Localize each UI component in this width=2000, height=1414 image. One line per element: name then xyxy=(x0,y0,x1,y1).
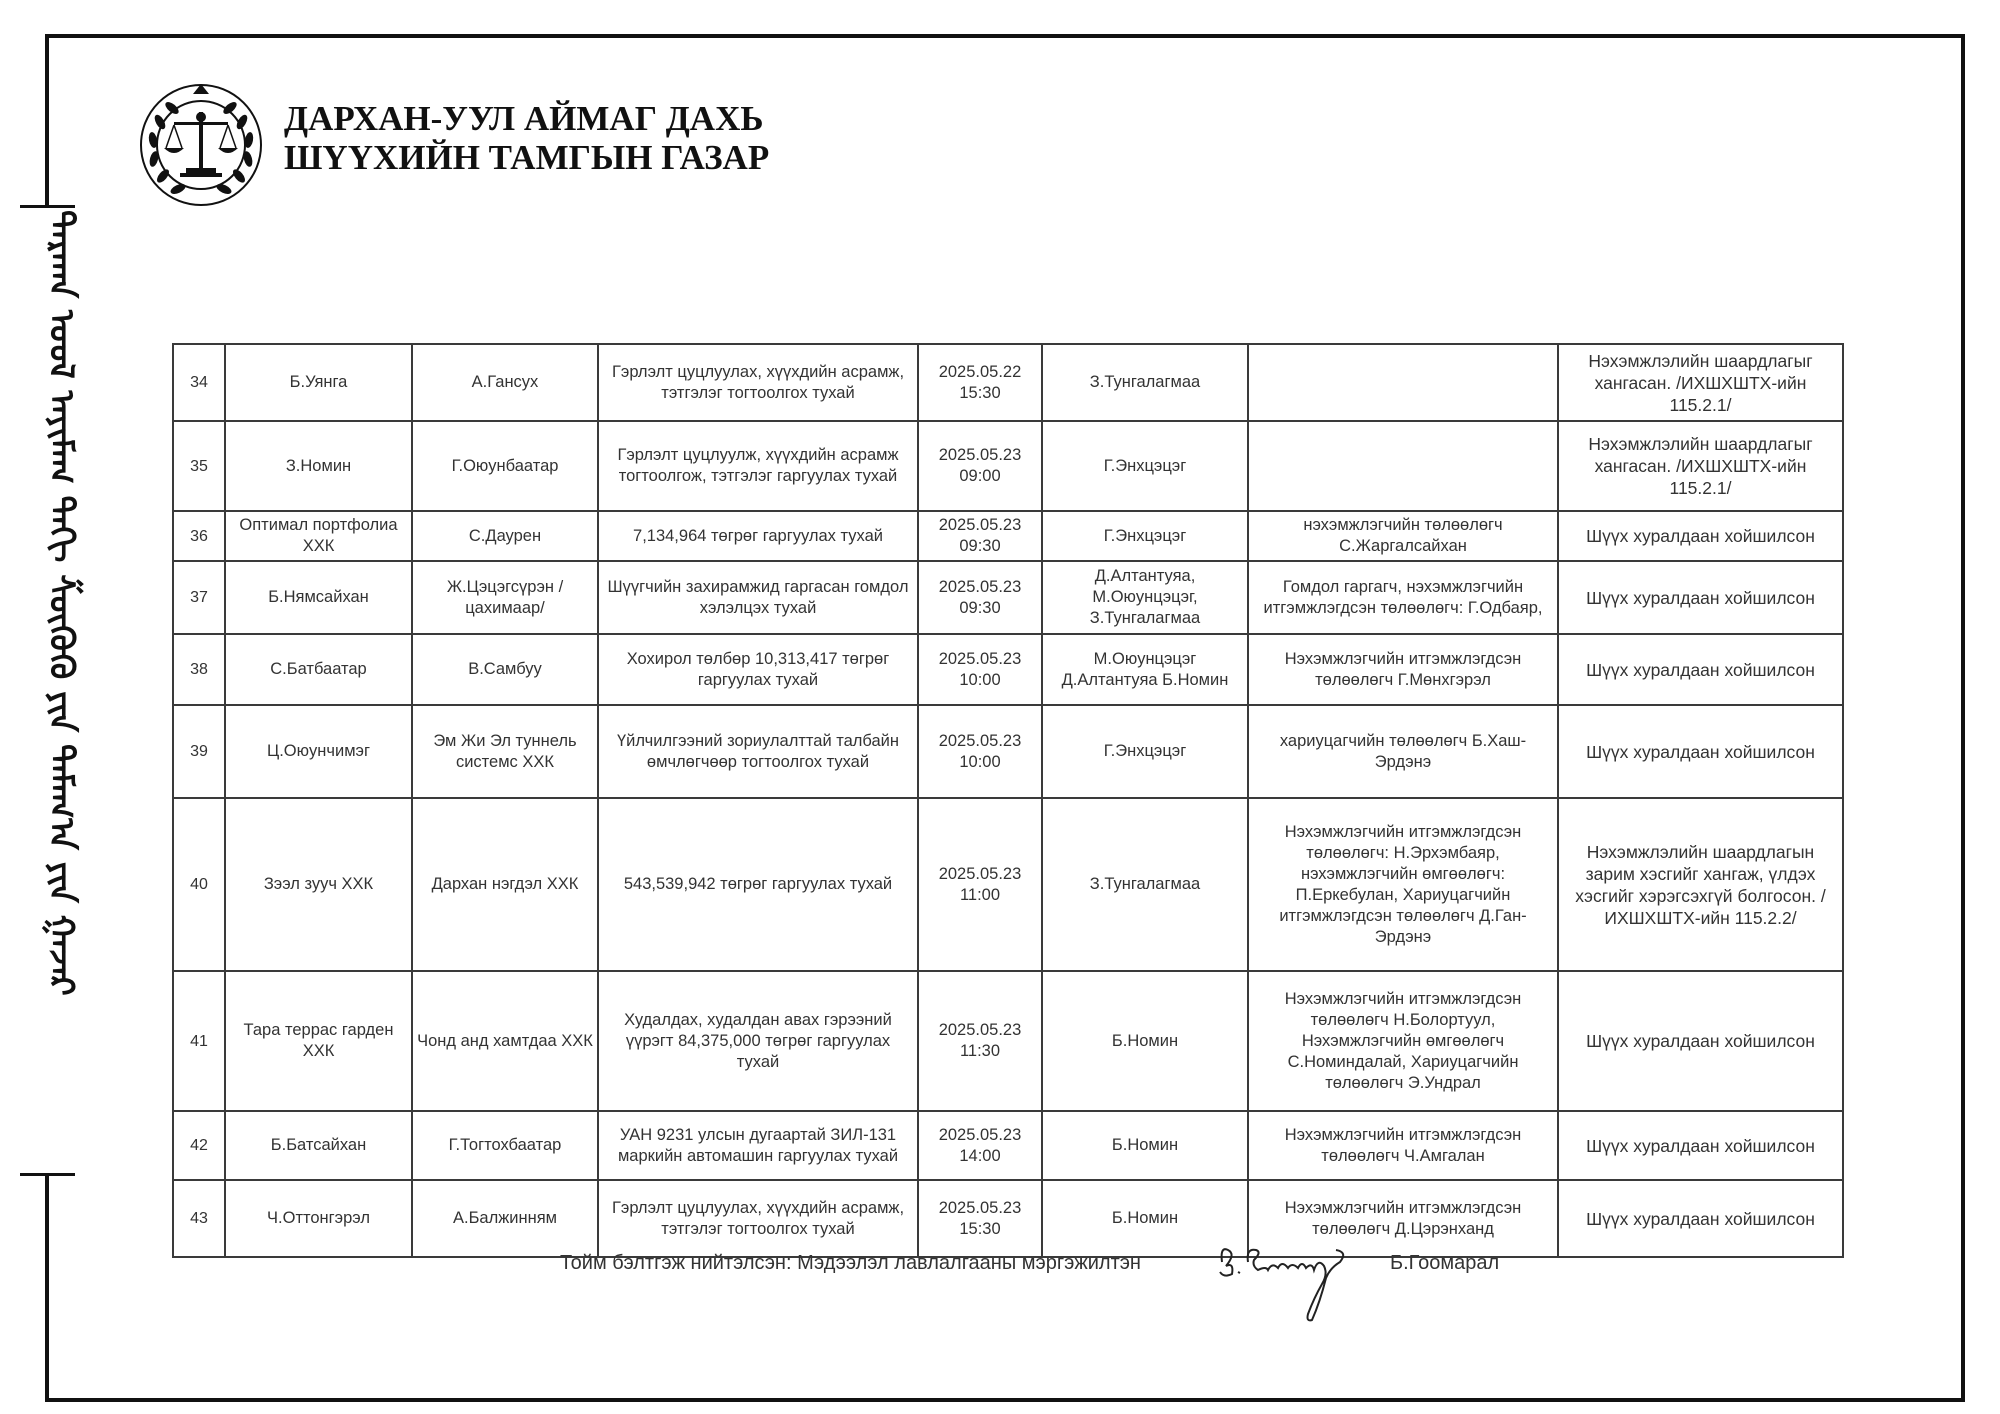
judge-cell: З.Тунгалагмаа xyxy=(1042,798,1248,971)
row-number: 42 xyxy=(173,1111,225,1180)
participants-cell: хариуцагчийн төлөөлөгч Б.Хаш-Эрдэнэ xyxy=(1248,705,1558,798)
table-row xyxy=(173,421,1843,511)
claim-cell: Гэрлэлт цуцлуулж, хүүхдийн асрамж тогтоолгож, тэтгэлэг гаргуулах тухай xyxy=(598,421,918,511)
hearing-date: 2025.05.23 xyxy=(938,1125,1022,1144)
row-number: 40 xyxy=(173,798,225,971)
judge-cell: Б.Номин xyxy=(1042,971,1248,1111)
participants-cell: Нэхэмжлэгчийн итгэмжлэгдсэн төлөөлөгч Д.Цэрэнханд xyxy=(1248,1180,1558,1257)
hearing-date: 2025.05.22 xyxy=(938,362,1022,381)
date-time-cell xyxy=(918,561,1042,634)
claim-cell: Хохирол төлбөр 10,313,417 төгрөг гаргуулах тухай xyxy=(598,634,918,705)
defendant-cell: Ж.Цэцэгсүрэн /цахимаар/ xyxy=(412,561,598,634)
result-cell: Шүүх хуралдаан хойшилсон xyxy=(1558,511,1843,561)
hearing-time: 09:00 xyxy=(959,467,1001,485)
table-row xyxy=(173,705,1843,798)
date-time-cell xyxy=(918,798,1042,971)
participants-cell xyxy=(1248,344,1558,421)
participants-cell xyxy=(1248,421,1558,511)
result-cell: Шүүх хуралдаан хойшилсон xyxy=(1558,634,1843,705)
hearing-date: 2025.05.23 xyxy=(938,446,1022,464)
plaintiff-cell: Ц.Оюунчимэг xyxy=(225,705,412,798)
hearing-date: 2025.05.23 xyxy=(938,864,1022,883)
defendant-cell: С.Даурен xyxy=(412,511,598,561)
date-time-cell xyxy=(918,634,1042,705)
judge-cell: Д.Алтантуяа, М.Оюунцэцэг, З.Тунгалагмаа xyxy=(1042,561,1248,634)
table-row xyxy=(173,1111,1843,1180)
row-number: 36 xyxy=(173,511,225,561)
date-time-cell xyxy=(918,344,1042,421)
claim-cell: Үйлчилгээний зориулалттай талбайн өмчлөгчөөр тогтоолгох тухай xyxy=(598,705,918,798)
mongolian-script: ᠳᠠᠷᠬᠠᠨ ᠤᠤᠯ ᠠᠶᠢᠮᠠᠭ ᠳᠠᠬᠢ ᠱᠦᠭᠦᠬᠦ ᠶᠢᠨ ᠲᠠᠮᠠᠭ᠎ᠠ ᠶᠢᠨ ᠭᠠᠵᠠᠷ xyxy=(41,210,81,996)
claim-cell: 543,539,942 төгрөг гаргуулах тухай xyxy=(598,798,918,971)
plaintiff-cell: Б.Нямсайхан xyxy=(225,561,412,634)
plaintiff-cell: З.Номин xyxy=(225,421,412,511)
participants-cell: Нэхэмжлэгчийн итгэмжлэгдсэн төлөөлөгч: Н.Эрхэмбаяр, нэхэмжлэгчийн өмгөөлөгч: П.Еркебулан, Хариуцагчийн итгэмжлэгдсэн төлөөлөгч Д.Ган-Эрдэнэ xyxy=(1248,798,1558,971)
claim-cell: Гэрлэлт цуцлуулах, хүүхдийн асрамж, тэтгэлэг тогтоолгох тухай xyxy=(598,1180,918,1257)
compiled-by-label: Тойм бэлтгэж нийтэлсэн: Мэдээлэл лавлалгааны мэргэжилтэн xyxy=(560,1252,1141,1274)
hearing-date: 2025.05.23 xyxy=(938,1021,1022,1039)
mongolian-script-side-text xyxy=(20,205,81,1176)
result-cell: Нэхэмжлэлийн шаардлагыг хангасан. /ИХШХШТХ-ийн 115.2.1/ xyxy=(1558,344,1843,421)
table-row xyxy=(173,561,1843,634)
hearing-date: 2025.05.23 xyxy=(938,516,1022,534)
hearing-date: 2025.05.23 xyxy=(938,577,1022,596)
plaintiff-cell: Ч.Оттонгэрэл xyxy=(225,1180,412,1257)
table-row xyxy=(173,798,1843,971)
date-time-cell xyxy=(918,971,1042,1111)
row-number: 41 xyxy=(173,971,225,1111)
table-row xyxy=(173,971,1843,1111)
defendant-cell: А.Гансух xyxy=(412,344,598,421)
date-time-cell xyxy=(918,705,1042,798)
date-time-cell xyxy=(918,511,1042,561)
result-cell: Шүүх хуралдаан хойшилсон xyxy=(1558,971,1843,1111)
hearing-time: 11:30 xyxy=(959,1042,1001,1060)
hearing-time: 10:00 xyxy=(959,670,1001,689)
table-row xyxy=(173,511,1843,561)
row-number: 34 xyxy=(173,344,225,421)
defendant-cell: Дархан нэгдэл ХХК xyxy=(412,798,598,971)
result-cell: Нэхэмжлэлийн шаардлагын зарим хэсгийг хангаж, үлдэх хэсгийг хэрэгсэхгүй болгосон. /ИХШХШТХ-ийн 115.2.2/ xyxy=(1558,798,1843,971)
judge-cell: Г.Энхцэцэг xyxy=(1042,421,1248,511)
hearing-time: 15:30 xyxy=(959,383,1001,402)
defendant-cell: Эм Жи Эл туннель системс ХХК xyxy=(412,705,598,798)
plaintiff-cell: Оптимал портфолиа ХХК xyxy=(225,511,412,561)
result-cell: Шүүх хуралдаан хойшилсон xyxy=(1558,1180,1843,1257)
org-title-line2: ШҮҮХИЙН ТАМГЫН ГАЗАР xyxy=(284,138,770,177)
judge-cell: М.Оюунцэцэг Д.Алтантуяа Б.Номин xyxy=(1042,634,1248,705)
judge-cell: З.Тунгалагмаа xyxy=(1042,344,1248,421)
judge-cell: Б.Номин xyxy=(1042,1111,1248,1180)
judge-cell: Г.Энхцэцэг xyxy=(1042,511,1248,561)
claim-cell: УАН 9231 улсын дугаартай ЗИЛ-131 маркийн автомашин гаргуулах тухай xyxy=(598,1111,918,1180)
defendant-cell: А.Балжинням xyxy=(412,1180,598,1257)
hearing-time: 10:00 xyxy=(959,752,1001,771)
defendant-cell: Г.Тогтохбаатар xyxy=(412,1111,598,1180)
participants-cell: Нэхэмжлэгчийн итгэмжлэгдсэн төлөөлөгч Н.Болортуул, Нэхэмжлэгчийн өмгөөлөгч С.Номиндалай, Хариуцагчийн төлөөлөгч Э.Ундрал xyxy=(1248,971,1558,1111)
plaintiff-cell: С.Батбаатар xyxy=(225,634,412,705)
footer xyxy=(560,1252,1500,1275)
hearing-time: 14:00 xyxy=(959,1146,1001,1165)
result-cell: Шүүх хуралдаан хойшилсон xyxy=(1558,1111,1843,1180)
judge-cell: Б.Номин xyxy=(1042,1180,1248,1257)
row-number: 39 xyxy=(173,705,225,798)
participants-cell: Нэхэмжлэгчийн итгэмжлэгдсэн төлөөлөгч Ч.Амгалан xyxy=(1248,1111,1558,1180)
participants-cell: Нэхэмжлэгчийн итгэмжлэгдсэн төлөөлөгч Г.Мөнхгэрэл xyxy=(1248,634,1558,705)
plaintiff-cell: Тара террас гарден ХХК xyxy=(225,971,412,1111)
hearing-date: 2025.05.23 xyxy=(938,1198,1022,1217)
row-number: 35 xyxy=(173,421,225,511)
row-number: 38 xyxy=(173,634,225,705)
date-time-cell xyxy=(918,1111,1042,1180)
hearing-date: 2025.05.23 xyxy=(938,649,1022,668)
claim-cell: 7,134,964 төгрөг гаргуулах тухай xyxy=(598,511,918,561)
result-cell: Шүүх хуралдаан хойшилсон xyxy=(1558,561,1843,634)
result-cell: Нэхэмжлэлийн шаардлагыг хангасан. /ИХШХШТХ-ийн 115.2.1/ xyxy=(1558,421,1843,511)
claim-cell: Худалдах, худалдан авах гэрээний үүрэгт 84,375,000 төгрөг гаргуулах тухай xyxy=(598,971,918,1111)
hearing-time: 15:30 xyxy=(959,1219,1001,1238)
hearing-date: 2025.05.23 xyxy=(938,731,1022,750)
handwritten-signature xyxy=(1210,1232,1380,1332)
org-title-line1: ДАРХАН-УУЛ АЙМАГ ДАХЬ xyxy=(284,99,764,138)
participants-cell: Гомдол гаргагч, нэхэмжлэгчийн итгэмжлэгдсэн төлөөлөгч: Г.Одбаяр, xyxy=(1248,561,1558,634)
row-number: 37 xyxy=(173,561,225,634)
date-time-cell xyxy=(918,421,1042,511)
plaintiff-cell: Б.Батсайхан xyxy=(225,1111,412,1180)
hearing-time: 09:30 xyxy=(959,537,1001,555)
participants-cell: нэхэмжлэгчийн төлөөлөгч С.Жаргалсайхан xyxy=(1248,511,1558,561)
table-row xyxy=(173,1180,1843,1257)
compiler-name: Б.Гоомарал xyxy=(1390,1252,1500,1274)
court-schedule-table xyxy=(172,343,1844,1258)
plaintiff-cell: Б.Уянга xyxy=(225,344,412,421)
hearing-time: 11:00 xyxy=(959,885,1001,904)
defendant-cell: Г.Оюунбаатар xyxy=(412,421,598,511)
plaintiff-cell: Зээл зууч ХХК xyxy=(225,798,412,971)
claim-cell: Гэрлэлт цуцлуулах, хүүхдийн асрамж, тэтгэлэг тогтоолгох тухай xyxy=(598,344,918,421)
judge-cell: Г.Энхцэцэг xyxy=(1042,705,1248,798)
table-row xyxy=(173,634,1843,705)
defendant-cell: Чонд анд хамтдаа ХХК xyxy=(412,971,598,1111)
table-row xyxy=(173,344,1843,421)
claim-cell: Шүүгчийн захирамжид гаргасан гомдол хэлэлцэх тухай xyxy=(598,561,918,634)
hearing-time: 09:30 xyxy=(959,598,1001,617)
date-time-cell xyxy=(918,1180,1042,1257)
result-cell: Шүүх хуралдаан хойшилсон xyxy=(1558,705,1843,798)
scales-of-justice-emblem-icon xyxy=(138,82,264,208)
row-number: 43 xyxy=(173,1180,225,1257)
defendant-cell: В.Самбуу xyxy=(412,634,598,705)
organization-title xyxy=(284,99,769,177)
